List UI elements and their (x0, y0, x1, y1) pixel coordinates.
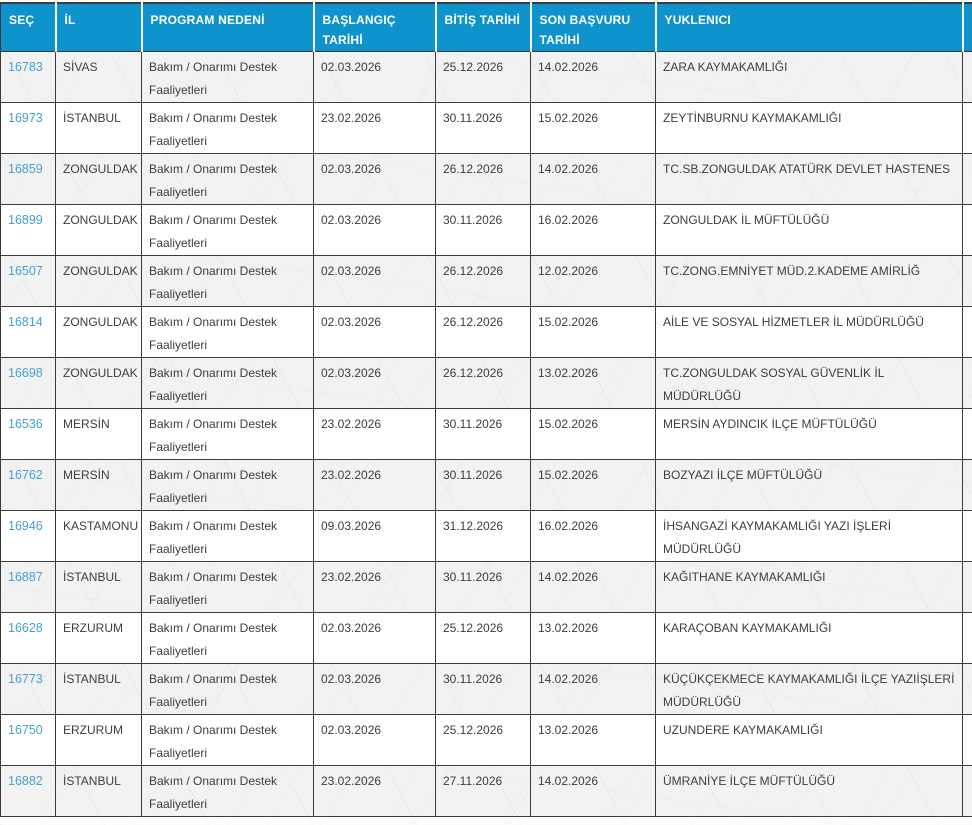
cell-start-date: 02.03.2026 (314, 357, 436, 408)
cell-program-reason: Bakım / Onarımı Destek Faaliyetleri (142, 459, 314, 510)
cell-il: İSTANBUL (56, 561, 142, 612)
cell-program-reason: Bakım / Onarımı Destek Faaliyetleri (142, 255, 314, 306)
cell-start-date: 02.03.2026 (314, 51, 436, 102)
cell-il: MERSİN (56, 408, 142, 459)
cell-il: KASTAMONU (56, 510, 142, 561)
table-row (1, 510, 972, 561)
cell-program-reason: Bakım / Onarımı Destek Faaliyetleri (142, 153, 314, 204)
cell-end-date: 27.11.2026 (436, 765, 531, 816)
cell-end-date: 25.12.2026 (436, 714, 531, 765)
cell-program-reason: Bakım / Onarımı Destek Faaliyetleri (142, 102, 314, 153)
column-header-start: BAŞLANGIÇ TARİHİ (314, 3, 436, 51)
cell-sec (1, 408, 56, 459)
cell-program-reason: Bakım / Onarımı Destek Faaliyetleri (142, 51, 314, 102)
column-header-contractor: YUKLENICI (656, 3, 963, 51)
cell-program-reason: Bakım / Onarımı Destek Faaliyetleri (142, 510, 314, 561)
program-id-link[interactable]: 16783 (8, 60, 43, 74)
cell-last-apply-date: 15.02.2026 (531, 306, 656, 357)
cell-sec (1, 561, 56, 612)
program-id-link[interactable]: 16762 (8, 468, 43, 482)
cell-program-reason: Bakım / Onarımı Destek Faaliyetleri (142, 612, 314, 663)
cell-clipped-stub (963, 306, 972, 357)
cell-sec (1, 663, 56, 714)
program-id-link[interactable]: 16899 (8, 213, 43, 227)
program-id-link[interactable]: 16698 (8, 366, 43, 380)
cell-contractor: ZEYTİNBURNU KAYMAKAMLIĞI (656, 102, 963, 153)
page-background (0, 2, 972, 825)
header-row (1, 3, 972, 51)
cell-start-date: 23.02.2026 (314, 765, 436, 816)
cell-sec (1, 153, 56, 204)
cell-sec (1, 306, 56, 357)
cell-clipped-stub (963, 561, 972, 612)
cell-last-apply-date: 16.02.2026 (531, 204, 656, 255)
table-row (1, 765, 972, 816)
cell-sec (1, 459, 56, 510)
cell-start-date: 02.03.2026 (314, 306, 436, 357)
cell-contractor: KÜÇÜKÇEKMECE KAYMAKAMLIĞI İLÇE YAZIİŞLERİ MÜDÜRLÜĞÜ (656, 663, 963, 714)
cell-last-apply-date: 13.02.2026 (531, 357, 656, 408)
cell-end-date: 30.11.2026 (436, 459, 531, 510)
cell-sec (1, 357, 56, 408)
column-header-clipped-stub (963, 3, 972, 51)
cell-contractor: KARAÇOBAN KAYMAKAMLIĞI (656, 612, 963, 663)
table-row (1, 306, 972, 357)
cell-start-date: 02.03.2026 (314, 204, 436, 255)
table-row (1, 714, 972, 765)
program-id-link[interactable]: 16773 (8, 672, 43, 686)
cell-contractor: UZUNDERE KAYMAKAMLIĞI (656, 714, 963, 765)
cell-end-date: 25.12.2026 (436, 51, 531, 102)
cell-il: ZONGULDAK (56, 153, 142, 204)
cell-end-date: 31.12.2026 (436, 510, 531, 561)
cell-start-date: 02.03.2026 (314, 153, 436, 204)
cell-il: İSTANBUL (56, 765, 142, 816)
cell-start-date: 02.03.2026 (314, 714, 436, 765)
program-id-link[interactable]: 16628 (8, 621, 43, 635)
cell-contractor: TC.ZONG.EMNİYET MÜD.2.KADEME AMİRLİĞ (656, 255, 963, 306)
cell-il: ZONGULDAK (56, 204, 142, 255)
cell-last-apply-date: 13.02.2026 (531, 612, 656, 663)
cell-clipped-stub (963, 102, 972, 153)
program-id-link[interactable]: 16973 (8, 111, 43, 125)
cell-clipped-stub (963, 459, 972, 510)
table-row (1, 612, 972, 663)
program-id-link[interactable]: 16859 (8, 162, 43, 176)
cell-contractor: İHSANGAZİ KAYMAKAMLIĞI YAZI İŞLERİ MÜDÜRLÜĞÜ (656, 510, 963, 561)
program-id-link[interactable]: 16882 (8, 774, 43, 788)
cell-contractor: MERSİN AYDINCIK İLÇE MÜFTÜLÜĞÜ (656, 408, 963, 459)
table-row (1, 663, 972, 714)
cell-start-date: 02.03.2026 (314, 663, 436, 714)
table-body (1, 51, 972, 816)
cell-end-date: 30.11.2026 (436, 204, 531, 255)
cell-il: İSTANBUL (56, 102, 142, 153)
cell-last-apply-date: 14.02.2026 (531, 561, 656, 612)
cell-end-date: 30.11.2026 (436, 102, 531, 153)
cell-start-date: 23.02.2026 (314, 408, 436, 459)
cell-sec (1, 255, 56, 306)
cell-start-date: 02.03.2026 (314, 612, 436, 663)
cell-sec (1, 714, 56, 765)
cell-contractor: TC.ZONGULDAK SOSYAL GÜVENLİK İL MÜDÜRLÜĞÜ (656, 357, 963, 408)
cell-clipped-stub (963, 510, 972, 561)
cell-il: ZONGULDAK (56, 306, 142, 357)
cell-end-date: 30.11.2026 (436, 408, 531, 459)
column-header-program: PROGRAM NEDENİ (142, 3, 314, 51)
cell-contractor: ZARA KAYMAKAMLIĞI (656, 51, 963, 102)
column-header-end: BİTİŞ TARİHİ (436, 3, 531, 51)
cell-clipped-stub (963, 357, 972, 408)
cell-contractor: ZONGULDAK İL MÜFTÜLÜĞÜ (656, 204, 963, 255)
cell-program-reason: Bakım / Onarımı Destek Faaliyetleri (142, 765, 314, 816)
table-row (1, 204, 972, 255)
program-id-link[interactable]: 16536 (8, 417, 43, 431)
cell-contractor: ÜMRANİYE İLÇE MÜFTÜLÜĞÜ (656, 765, 963, 816)
table-row (1, 561, 972, 612)
cell-clipped-stub (963, 51, 972, 102)
cell-sec (1, 102, 56, 153)
cell-last-apply-date: 15.02.2026 (531, 102, 656, 153)
cell-program-reason: Bakım / Onarımı Destek Faaliyetleri (142, 561, 314, 612)
cell-contractor: BOZYAZI İLÇE MÜFTÜLÜĞÜ (656, 459, 963, 510)
cell-last-apply-date: 14.02.2026 (531, 765, 656, 816)
cell-program-reason: Bakım / Onarımı Destek Faaliyetleri (142, 663, 314, 714)
program-id-link[interactable]: 16507 (8, 264, 43, 278)
cell-clipped-stub (963, 714, 972, 765)
column-header-deadline: SON BAŞVURU TARİHİ (531, 3, 656, 51)
cell-il: ERZURUM (56, 612, 142, 663)
cell-end-date: 26.12.2026 (436, 306, 531, 357)
cell-program-reason: Bakım / Onarımı Destek Faaliyetleri (142, 408, 314, 459)
cell-contractor: TC.SB.ZONGULDAK ATATÜRK DEVLET HASTENES (656, 153, 963, 204)
cell-clipped-stub (963, 153, 972, 204)
cell-clipped-stub (963, 204, 972, 255)
cell-il: İSTANBUL (56, 663, 142, 714)
cell-last-apply-date: 13.02.2026 (531, 714, 656, 765)
cell-clipped-stub (963, 663, 972, 714)
cell-il: ERZURUM (56, 714, 142, 765)
table-row (1, 153, 972, 204)
cell-last-apply-date: 16.02.2026 (531, 510, 656, 561)
cell-last-apply-date: 14.02.2026 (531, 51, 656, 102)
cell-clipped-stub (963, 765, 972, 816)
program-id-link[interactable]: 16887 (8, 570, 43, 584)
cell-start-date: 23.02.2026 (314, 459, 436, 510)
column-header-id: SEÇ (1, 3, 56, 51)
cell-last-apply-date: 15.02.2026 (531, 459, 656, 510)
cell-end-date: 30.11.2026 (436, 663, 531, 714)
cell-end-date: 26.12.2026 (436, 357, 531, 408)
cell-il: MERSİN (56, 459, 142, 510)
cell-end-date: 26.12.2026 (436, 255, 531, 306)
cell-il: ZONGULDAK (56, 357, 142, 408)
table-row (1, 408, 972, 459)
cell-sec (1, 765, 56, 816)
program-id-link[interactable]: 16946 (8, 519, 43, 533)
cell-last-apply-date: 15.02.2026 (531, 408, 656, 459)
cell-end-date: 30.11.2026 (436, 561, 531, 612)
cell-sec (1, 51, 56, 102)
column-header-il: İL (56, 3, 142, 51)
table-row (1, 255, 972, 306)
cell-start-date: 02.03.2026 (314, 255, 436, 306)
cell-sec (1, 510, 56, 561)
table-row (1, 102, 972, 153)
table-row (1, 51, 972, 102)
cell-start-date: 23.02.2026 (314, 102, 436, 153)
table-row (1, 357, 972, 408)
programs-table (0, 2, 972, 817)
cell-il: ZONGULDAK (56, 255, 142, 306)
cell-contractor: KAĞITHANE KAYMAKAMLIĞI (656, 561, 963, 612)
cell-program-reason: Bakım / Onarımı Destek Faaliyetleri (142, 357, 314, 408)
cell-last-apply-date: 14.02.2026 (531, 153, 656, 204)
cell-program-reason: Bakım / Onarımı Destek Faaliyetleri (142, 306, 314, 357)
cell-program-reason: Bakım / Onarımı Destek Faaliyetleri (142, 204, 314, 255)
program-id-link[interactable]: 16814 (8, 315, 43, 329)
cell-clipped-stub (963, 255, 972, 306)
cell-sec (1, 204, 56, 255)
cell-last-apply-date: 14.02.2026 (531, 663, 656, 714)
program-id-link[interactable]: 16750 (8, 723, 43, 737)
cell-end-date: 25.12.2026 (436, 612, 531, 663)
cell-contractor: AİLE VE SOSYAL HİZMETLER İL MÜDÜRLÜĞÜ (656, 306, 963, 357)
cell-start-date: 23.02.2026 (314, 561, 436, 612)
cell-end-date: 26.12.2026 (436, 153, 531, 204)
cell-start-date: 09.03.2026 (314, 510, 436, 561)
cell-program-reason: Bakım / Onarımı Destek Faaliyetleri (142, 714, 314, 765)
table-row (1, 459, 972, 510)
cell-clipped-stub (963, 612, 972, 663)
cell-clipped-stub (963, 408, 972, 459)
cell-last-apply-date: 12.02.2026 (531, 255, 656, 306)
cell-sec (1, 612, 56, 663)
cell-il: SİVAS (56, 51, 142, 102)
